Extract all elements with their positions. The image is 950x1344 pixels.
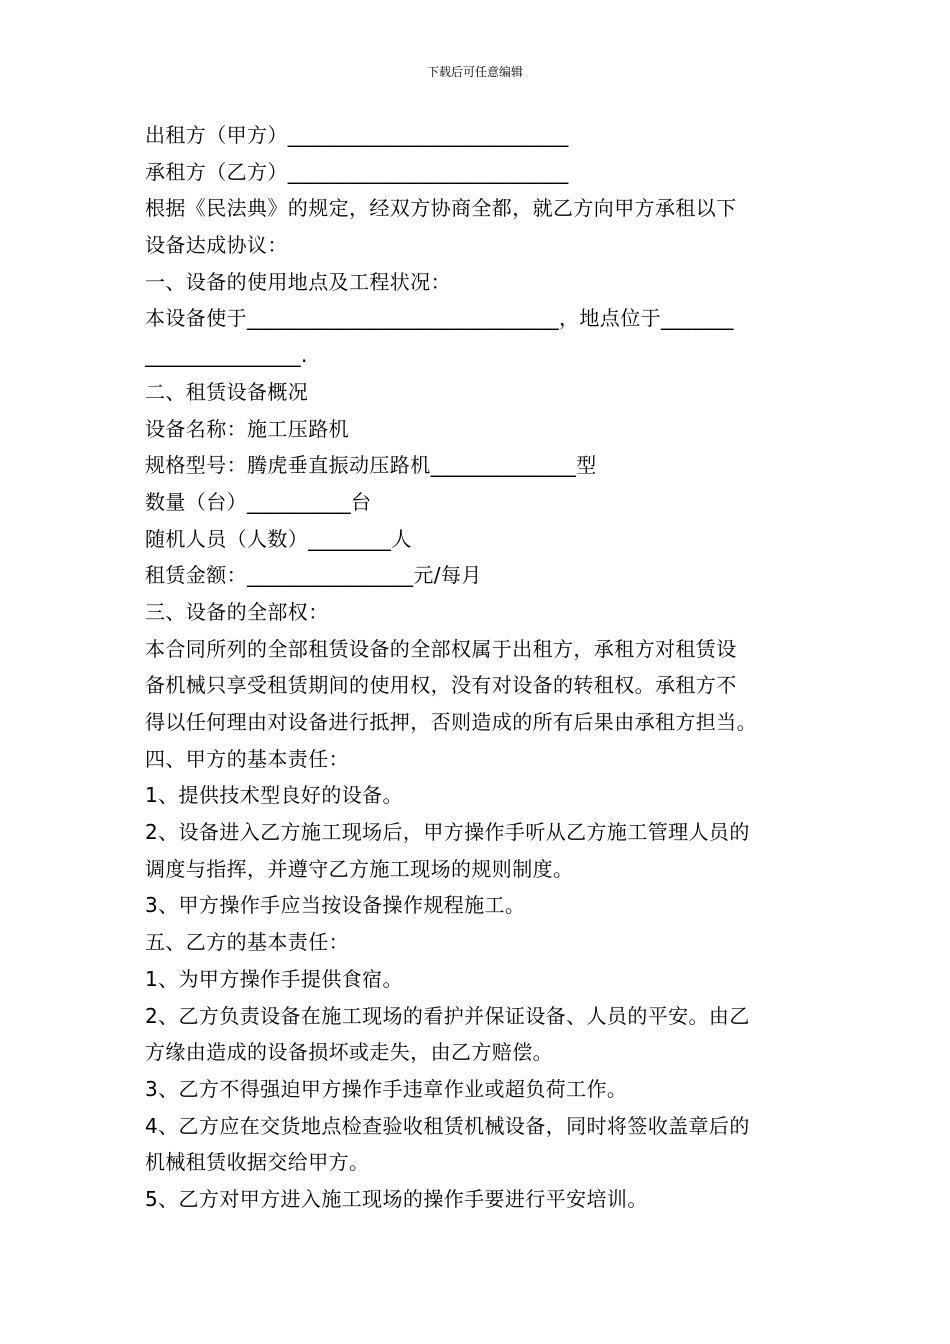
- equipment-name-line: 设备名称：施工压路机: [145, 416, 349, 441]
- preamble-line: 根据《民法典》的规定，经双方协商全都，就乙方向甲方承租以下: [145, 196, 737, 221]
- list-item: 1、为甲方操作手提供食宿。: [145, 966, 403, 991]
- section-heading: 四、甲方的基本责任：: [145, 746, 349, 771]
- section-heading: 五、乙方的基本责任：: [145, 930, 349, 955]
- list-item: 1、提供技术型良好的设备。: [145, 783, 403, 808]
- lessor-line: 出租方（甲方）___________________________: [145, 123, 569, 147]
- preamble-line: 设备达成协议：: [145, 233, 288, 258]
- paragraph-line: 得以任何理由对设备进行抵押，否则造成的所有后果由承租方担当。: [145, 710, 757, 734]
- list-item: 4、乙方应在交货地点检查验收租赁机械设备，同时将签收盖章后的: [145, 1113, 750, 1138]
- list-item: 2、乙方负责设备在施工现场的看护并保证设备、人员的平安。由乙: [145, 1003, 750, 1028]
- list-item: 3、甲方操作手应当按设备操作规程施工。: [145, 893, 526, 918]
- staff-count-line: 随机人员（人数）________人: [145, 526, 412, 551]
- lessee-line: 承租方（乙方）___________________________: [145, 159, 569, 184]
- quantity-line: 数量（台）__________台: [145, 489, 372, 514]
- list-item-continuation: 机械租赁收据交给甲方。: [145, 1150, 370, 1175]
- contract-body: [145, 117, 815, 1218]
- list-item: 2、设备进入乙方施工现场后，甲方操作手听从乙方施工管理人员的: [145, 820, 750, 845]
- paragraph-line: 本合同所列的全部租赁设备的全部权属于出租方，承租方对租赁设: [145, 636, 737, 661]
- paragraph-line: _______________.: [145, 343, 308, 368]
- paragraph-line: 本设备使于______________________________，地点位于_______: [145, 306, 734, 331]
- list-item-continuation: 方缘由造成的设备损坏或走失，由乙方赔偿。: [145, 1040, 553, 1065]
- equipment-model-line: 规格型号：腾虎垂直振动压路机______________型: [145, 453, 597, 478]
- paragraph-line: 备机械只享受租赁期间的使用权，没有对设备的转租权。承租方不: [145, 673, 737, 698]
- section-heading: 三、设备的全部权：: [145, 599, 329, 624]
- list-item-continuation: 调度与指挥，并遵守乙方施工现场的规则制度。: [145, 856, 574, 881]
- section-heading: 二、租赁设备概况: [145, 379, 309, 404]
- list-item: 5、乙方对甲方进入施工现场的操作手要进行平安培训。: [145, 1186, 648, 1211]
- list-item: 3、乙方不得强迫甲方操作手违章作业或超负荷工作。: [145, 1076, 628, 1101]
- section-heading: 一、设备的使用地点及工程状况：: [145, 269, 451, 294]
- page-header-note: 下载后可任意编辑: [426, 65, 523, 79]
- rent-amount-line: 租赁金额：________________元/每月: [145, 563, 482, 588]
